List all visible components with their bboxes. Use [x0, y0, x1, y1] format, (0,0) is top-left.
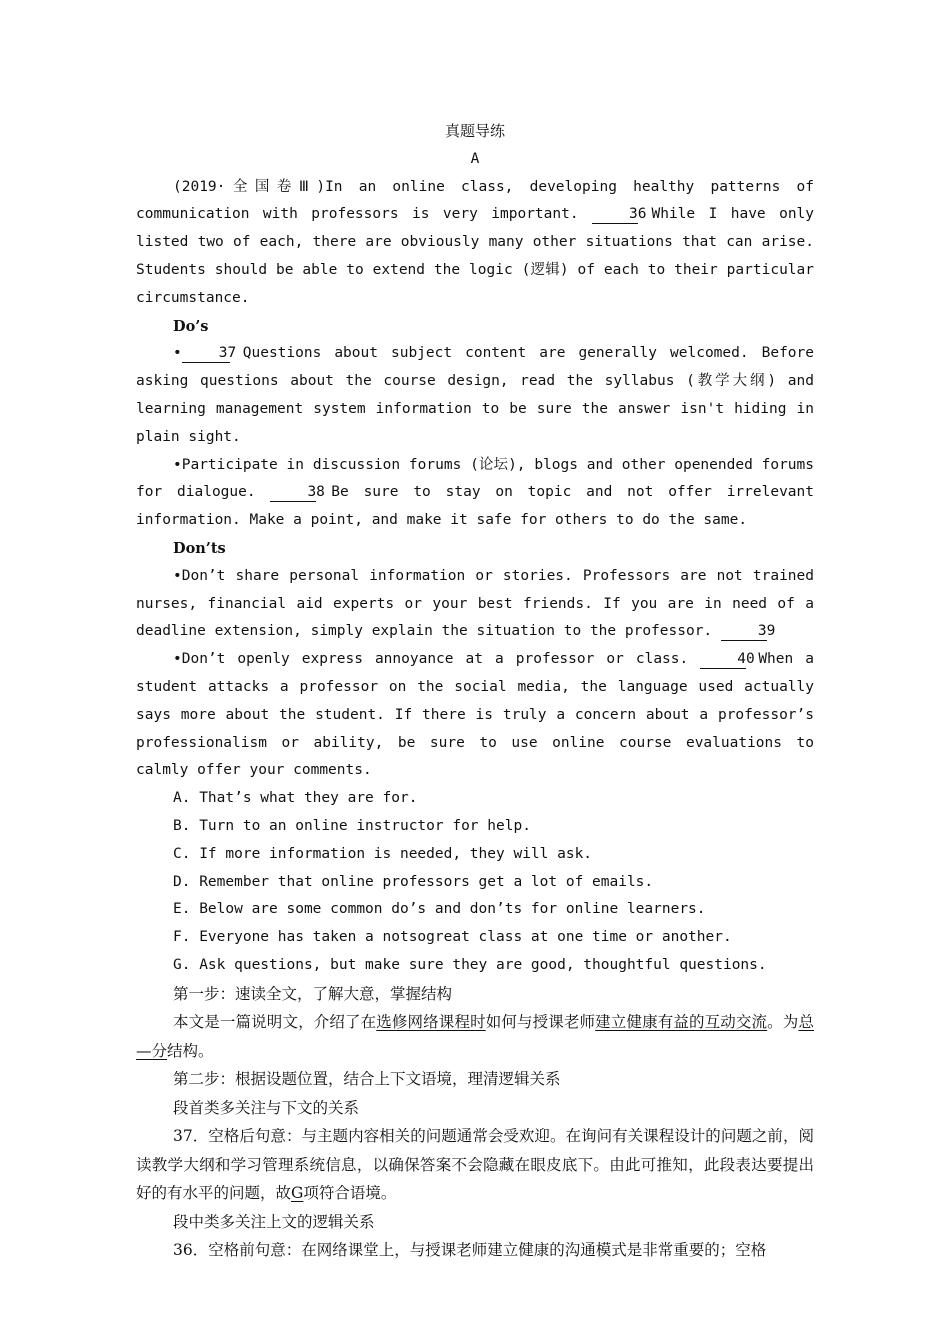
dos-bullet-2-text-a: •Participate in discussion forums (论坛), blogs and other openended forums for dialogue.: [136, 456, 814, 501]
option-g: G. Ask questions, but make sure they are good, thoughtful questions.: [173, 956, 767, 973]
option-e: E. Below are some common do’s and don’ts for online learners.: [173, 901, 706, 918]
explanation-37: [136, 1122, 814, 1208]
source-label: (2019·全国卷Ⅲ): [173, 178, 326, 195]
summary-text-4: 结构。: [167, 1041, 214, 1060]
step-2-heading: 第二步：根据设题位置，结合上下文语境，理清逻辑关系: [173, 1070, 561, 1089]
dos-heading: Do’s: [173, 317, 209, 335]
tip-paragraph-start: 段首类多关注与下文的关系: [173, 1098, 360, 1117]
dos-bullet-2-text-b: Be sure to stay on topic and not offer irrelevant information. Make a point, and make it safe for others to do the same.: [136, 484, 814, 529]
blank-37[interactable]: 37: [182, 344, 230, 363]
intro-text-b: While I have only listed two of each, there are obviously many other situations that can arise. Students should be able to extend the logic (逻辑) of each to their particular circumstance.: [136, 206, 815, 306]
explanation-37-text: 37．空格后句意：与主题内容相关的问题通常会受欢迎。在询问有关课程设计的问题之前，阅读教学大纲和学习管理系统信息，以确保答案不会隐藏在眼皮底下。由此可推知，此段表达要提出好的有水平的问题，故: [136, 1127, 814, 1203]
option-c: C. If more information is needed, they will ask.: [173, 845, 593, 862]
donts-bullet-1-text: •Don’t share personal information or stories. Professors are not trained nurses, financial aid experts or your best friends. If you are in need of a deadline extension, simply explain the situation to the professor.: [136, 567, 814, 640]
option-d: D. Remember that online professors get a lot of emails.: [173, 873, 654, 890]
page-title: 真题导练: [444, 122, 505, 140]
summary-text-3: 。为: [767, 1013, 799, 1032]
step-1-heading: 第一步：速读全文，了解大意，掌握结构: [173, 984, 453, 1003]
donts-bullet-1: [136, 563, 814, 646]
document-page: [136, 118, 814, 1265]
summary-text-1: 本文是一篇说明文，介绍了在: [173, 1013, 377, 1032]
donts-bullet-2-text-b: When a student attacks a professor on the social media, the language used actually says more about the student. If there is truly a concern about a professor’s professionalism or ability, be sure to use online course evaluations to calmly offer your comments.: [136, 651, 814, 779]
dos-bullet-2: [136, 452, 814, 535]
intro-paragraph: [136, 174, 814, 313]
tip-paragraph-middle: 段中类多关注上文的逻辑关系: [173, 1212, 375, 1231]
explanation-37-end: 项符合语境。: [303, 1184, 397, 1203]
explanation-36: 36．空格前句意：在网络课堂上，与授课老师建立健康的沟通模式是非常重要的；空格: [173, 1241, 767, 1260]
dos-bullet-1-text: Questions about subject content are generally welcomed. Before asking questions about the course design, read the syllabus (教学大纲) and learning management system information to be sure the answer isn't hiding in plain sight.: [136, 345, 814, 445]
dos-bullet-1: [136, 340, 814, 451]
option-f: F. Everyone has taken a notsogreat class at one time or another.: [173, 929, 732, 946]
option-a: A. That’s what they are for.: [173, 790, 418, 807]
donts-heading: Don’ts: [173, 539, 226, 557]
donts-bullet-2-text-a: •Don’t openly express annoyance at a professor or class.: [173, 651, 689, 668]
analysis-section: [136, 980, 814, 1265]
option-b: B. Turn to an online instructor for help.: [173, 817, 531, 834]
blank-39[interactable]: 39: [721, 622, 767, 641]
summary-underline-2: 建立健康有益的互动交流: [595, 1013, 768, 1032]
blank-40[interactable]: 40: [700, 650, 746, 669]
summary-underline-1: 选修网络课程时: [376, 1013, 486, 1032]
donts-bullet-2: [136, 646, 814, 785]
intro-text-a: In an online class, developing healthy patterns of communication with professors is very important.: [136, 178, 814, 223]
summary-underline-3: 总—分: [136, 1013, 814, 1060]
summary-text-2: 如何与授课老师: [485, 1013, 596, 1032]
blank-36[interactable]: 36: [592, 205, 638, 224]
blank-38[interactable]: 38: [270, 483, 316, 502]
bullet-mark: •: [173, 345, 182, 362]
section-label: A: [470, 150, 480, 167]
summary-paragraph: [136, 1008, 814, 1065]
answer-37: G: [291, 1184, 304, 1203]
